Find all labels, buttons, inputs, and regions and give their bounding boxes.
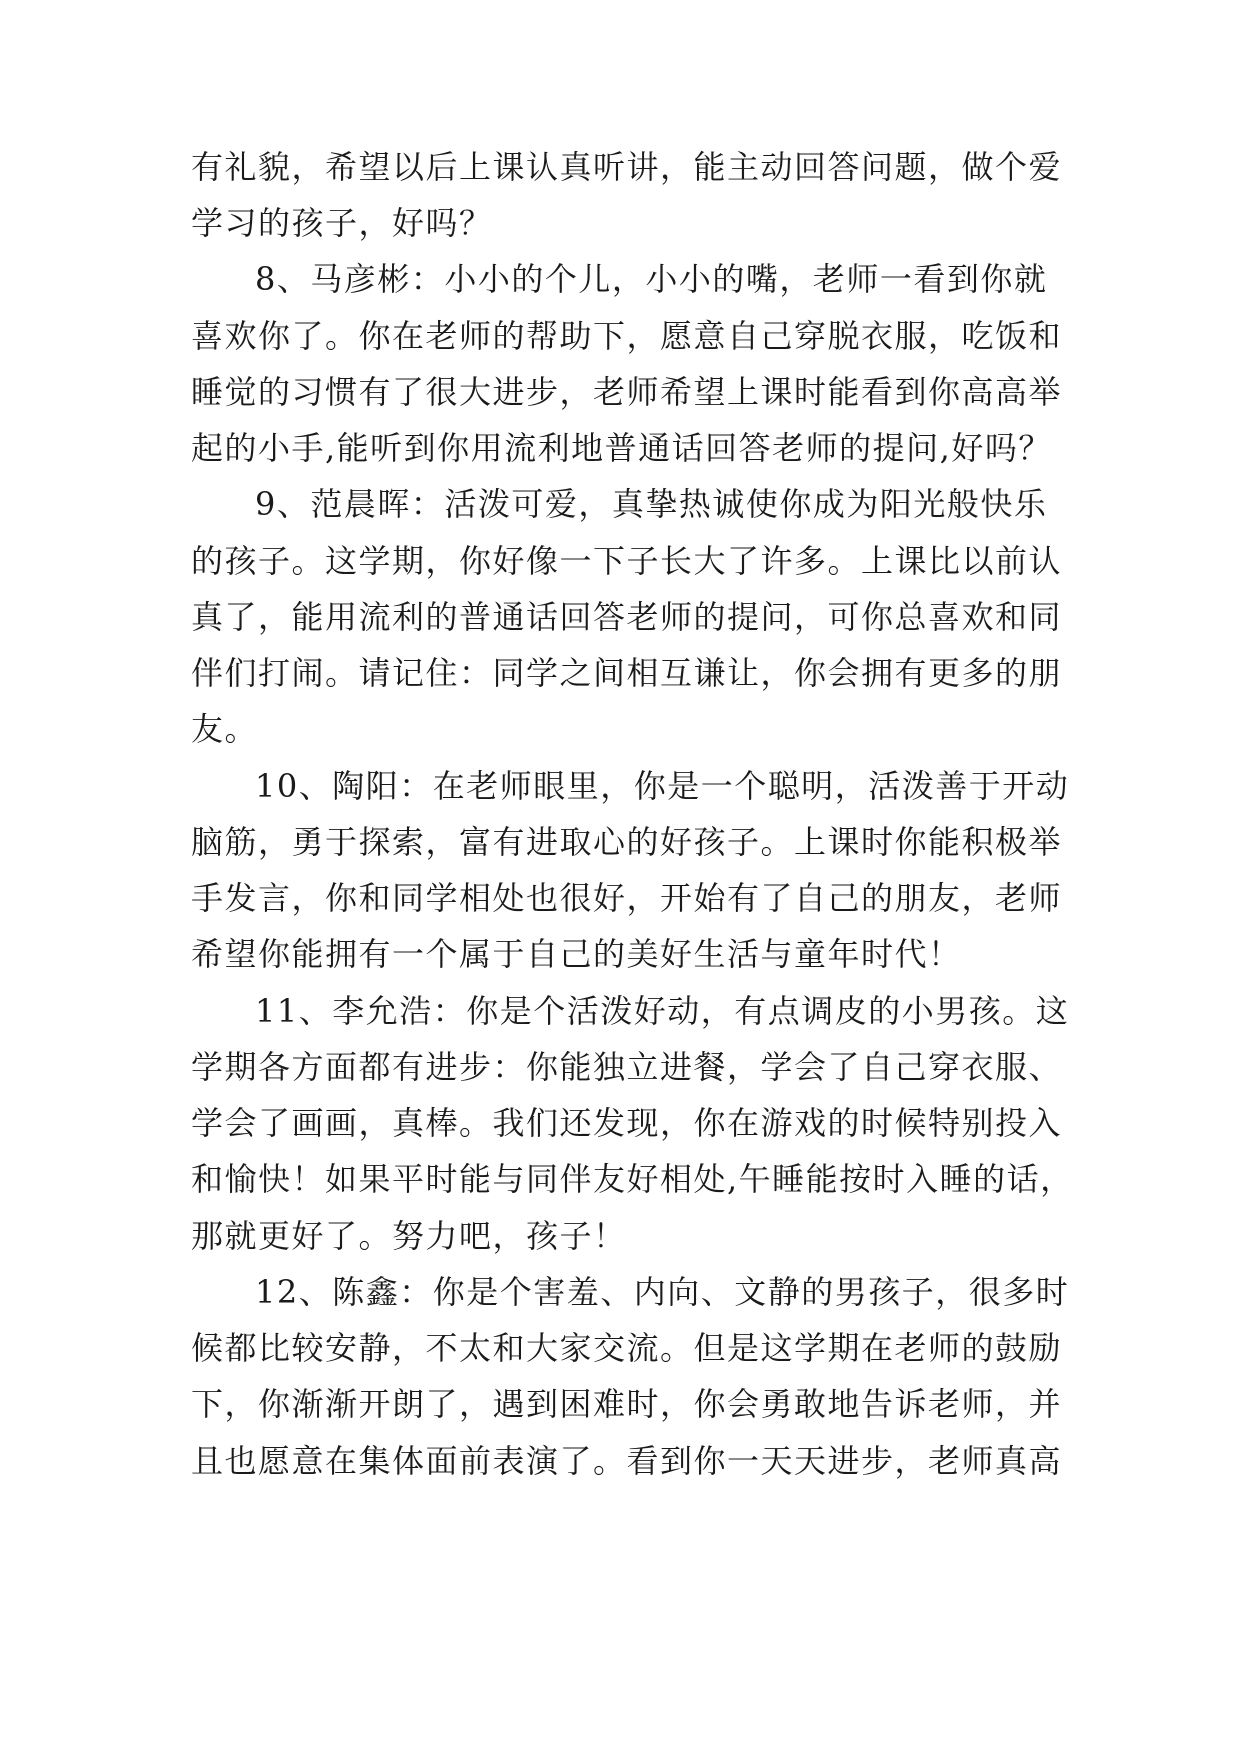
text-line: 脑筋，勇于探索，富有进取心的好孩子。上课时你能积极举 bbox=[191, 823, 1063, 861]
paragraph-start-line: 8、马彦彬：小小的个儿，小小的嘴，老师一看到你就 bbox=[255, 260, 1048, 298]
text-line: 且也愿意在集体面前表演了。看到你一天天进步，老师真高 bbox=[191, 1442, 1063, 1480]
text-line: 学会了画画，真棒。我们还发现，你在游戏的时候特别投入 bbox=[191, 1104, 1063, 1142]
text-line: 手发言，你和同学相处也很好，开始有了自己的朋友，老师 bbox=[191, 879, 1063, 917]
paragraph-start-line: 9、范晨晖：活泼可爱，真挚热诚使你成为阳光般快乐 bbox=[255, 485, 1048, 523]
paragraph-start-line: 11、李允浩：你是个活泼好动，有点调皮的小男孩。这 bbox=[255, 992, 1070, 1030]
text-line: 真了，能用流利的普通话回答老师的提问，可你总喜欢和同 bbox=[191, 598, 1063, 636]
text-line: 喜欢你了。你在老师的帮助下，愿意自己穿脱衣服，吃饭和 bbox=[191, 317, 1063, 355]
text-line: 候都比较安静，不太和大家交流。但是这学期在老师的鼓励 bbox=[191, 1329, 1063, 1367]
text-line: 睡觉的习惯有了很大进步，老师希望上课时能看到你高高举 bbox=[191, 373, 1063, 411]
text-line: 学期各方面都有进步：你能独立进餐，学会了自己穿衣服、 bbox=[191, 1048, 1063, 1086]
text-line: 学习的孩子，好吗？ bbox=[191, 204, 493, 242]
text-line: 和愉快！如果平时能与同伴友好相处,午睡能按时入睡的话， bbox=[191, 1160, 1074, 1198]
text-line: 下，你渐渐开朗了，遇到困难时，你会勇敢地告诉老师，并 bbox=[191, 1385, 1063, 1423]
text-line: 的孩子。这学期，你好像一下子长大了许多。上课比以前认 bbox=[191, 542, 1063, 580]
text-line: 希望你能拥有一个属于自己的美好生活与童年时代！ bbox=[191, 935, 962, 973]
text-line: 那就更好了。努力吧，孩子！ bbox=[191, 1217, 627, 1255]
paragraph-start-line: 12、陈鑫：你是个害羞、内向、文静的男孩子，很多时 bbox=[255, 1273, 1070, 1311]
text-line: 伴们打闹。请记住：同学之间相互谦让，你会拥有更多的朋 bbox=[191, 654, 1063, 692]
text-line: 友。 bbox=[191, 710, 259, 748]
text-line: 有礼貌，希望以后上课认真听讲，能主动回答问题，做个爱 bbox=[191, 148, 1063, 186]
text-line: 起的小手,能听到你用流利地普通话回答老师的提问,好吗？ bbox=[191, 429, 1052, 467]
paragraph-start-line: 10、陶阳：在老师眼里，你是一个聪明，活泼善于开动 bbox=[255, 767, 1070, 805]
